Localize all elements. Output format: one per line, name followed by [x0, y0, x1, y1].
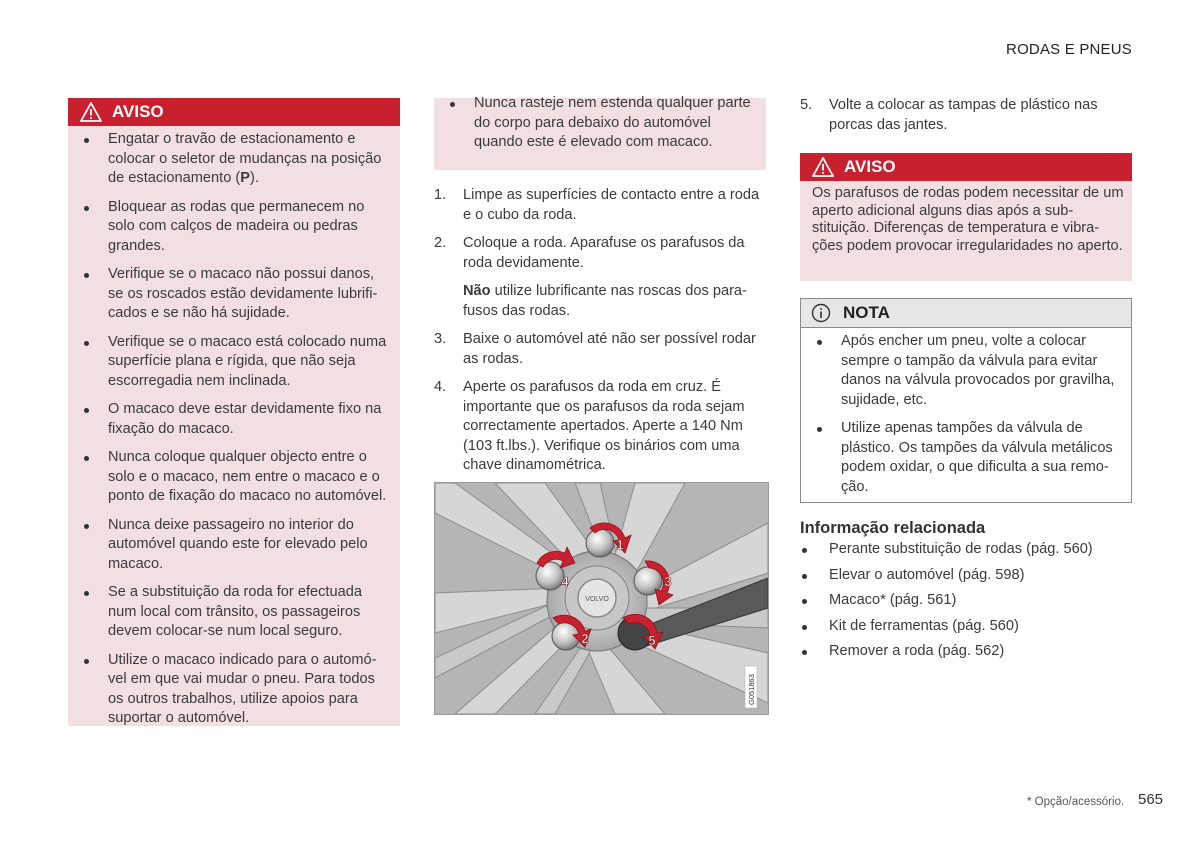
step-note: Não utilize lubrificante nas roscas dos parafusos das rodas. — [463, 283, 747, 319]
section-title: RODAS E PNEUS — [1006, 41, 1132, 58]
related-links — [800, 540, 1130, 668]
list-item: Verifique se o macaco não possui danos, se os roscados estão devidamente lubrificados e se não há sujidade. — [68, 265, 390, 324]
order-label-3: 3 — [664, 574, 672, 589]
list-item: Utilize o macaco indicado para o automóvel em que vai mudar o pneu. Para todos os outros trabalhos, utilize apoios para suportar o automóvel. — [68, 651, 390, 729]
warning-title: AVISO — [844, 157, 896, 177]
wheel-illustration — [435, 483, 768, 714]
order-label-5: 5 — [648, 633, 656, 648]
warning-text: Os parafusos de rodas podem necessitar de um aperto adicional alguns dias após a substituição. Diferenças de temperatura e vibrações podem provocar irregularidades no aperto. — [812, 185, 1124, 254]
step-item: 4. Aperte os parafusos da roda em cruz. É importante que os parafusos da roda sejam correctamente apertados. Aperte a 140 Nm (103 ft.lbs.). Verifique os binários com uma chave dinamométrica. — [434, 379, 745, 473]
note-box — [800, 298, 1132, 503]
warning-box-left — [68, 98, 400, 726]
page-number: 565 — [1138, 791, 1164, 808]
brand-badge: VOLVO — [585, 596, 609, 603]
warning-triangle-icon — [80, 102, 102, 122]
procedure-steps-continued — [800, 96, 1132, 144]
note-title: NOTA — [843, 303, 890, 323]
list-item: Nunca coloque qualquer objecto entre o solo e o macaco, nem entre o macaco e o ponto de fixação do macaco no automóvel. — [68, 448, 390, 507]
related-link[interactable]: Perante substituição de rodas (pág. 560) — [800, 540, 1130, 560]
warning-triangle-icon — [812, 157, 834, 177]
warning-box-right — [800, 153, 1132, 281]
step-item: 5. Volte a colocar as tampas de plástico nas porcas das jantes. — [800, 97, 1098, 133]
list-item: Verifique se o macaco está colocado numa superfície plana e rígida, que não seja escorregadia nem inclinada. — [68, 333, 390, 392]
warning-title: AVISO — [112, 102, 164, 122]
related-link[interactable]: Macaco* (pág. 561) — [800, 591, 1130, 611]
related-link[interactable]: Elevar o automóvel (pág. 598) — [800, 566, 1130, 586]
related-link[interactable]: Remover a roda (pág. 562) — [800, 642, 1130, 662]
footnote: * Opção/acessório. — [1027, 796, 1125, 808]
figure-code: G051863 — [747, 674, 756, 705]
wheel-figure — [434, 482, 769, 715]
list-item: Bloquear as rodas que permanecem no solo com calços de madeira ou pedras grandes. — [68, 198, 390, 257]
related-info-title: Informação relacionada — [800, 519, 986, 537]
list-item: Nunca rasteje nem estenda qualquer parte do corpo para debaixo do automóvel quando este é elevado com macaco. — [434, 94, 756, 153]
order-label-4: 4 — [561, 574, 569, 589]
order-label-2: 2 — [581, 631, 589, 646]
warning-list — [68, 130, 400, 729]
procedure-steps — [434, 186, 764, 485]
note-header — [801, 299, 1131, 328]
step-item: 3. Baixe o automóvel até não ser possível rodar as rodas. — [434, 331, 756, 367]
list-item: Utilize apenas tampões da válvula de plástico. Os tampões da válvula metálicos podem oxidar, o que dificulta a sua remoção. — [801, 419, 1121, 497]
list-item: Nunca deixe passageiro no interior do automóvel quando este for elevado pelo macaco. — [68, 516, 390, 575]
list-item: Se a substituição da roda for efectuada num local com trânsito, os passageiros devem colocar-se num local seguro. — [68, 583, 390, 642]
list-item: Após encher um pneu, volte a colocar sempre o tampão da válvula para evitar danos na válvula provocados por gravilha, sujidade, etc. — [801, 332, 1121, 410]
order-label-1: 1 — [616, 537, 624, 552]
related-link[interactable]: Kit de ferramentas (pág. 560) — [800, 617, 1130, 637]
warning-header — [800, 153, 1132, 181]
list-item: O macaco deve estar devidamente fixo na fixação do macaco. — [68, 400, 390, 439]
step-item: 2. Coloque a roda. Aparafuse os parafusos da roda devidamente. Não utilize lubrificante nas roscas dos parafusos das rodas. — [434, 234, 764, 321]
warning-box-continued — [434, 95, 766, 170]
list-item: Engatar o travão de estacionamento e colocar o seletor de mudanças na posição de estacionamento (P). — [68, 130, 390, 189]
info-icon — [811, 303, 831, 323]
step-item: 1. Limpe as superfícies de contacto entre a roda e o cubo da roda. — [434, 187, 760, 223]
warning-header — [68, 98, 400, 126]
